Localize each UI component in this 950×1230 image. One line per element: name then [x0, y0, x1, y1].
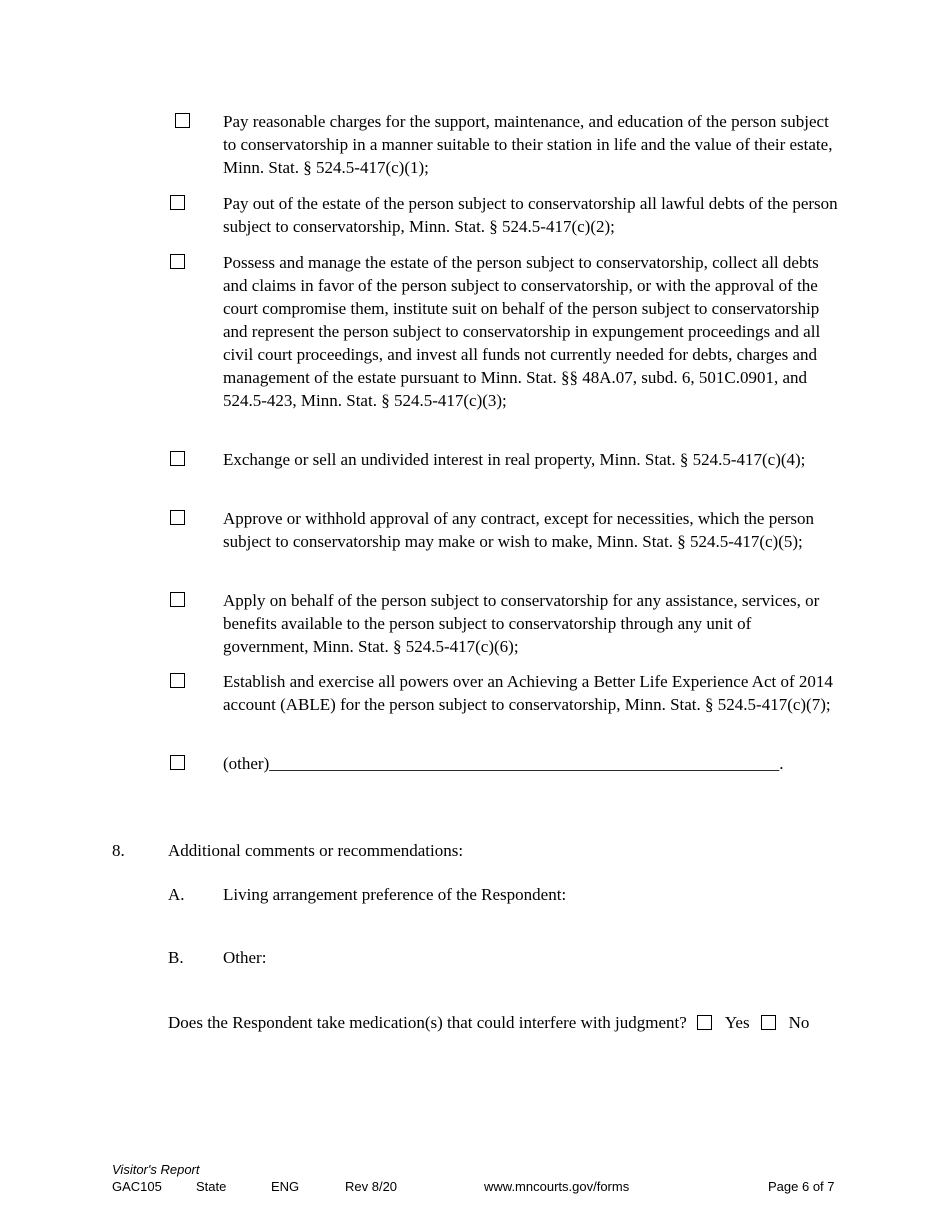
power-text-6: Apply on behalf of the person subject to conservatorship for any assistance, services, or benefits available to the person subject to conservatorship through any unit of government, Minn. Stat. § 524.5-417(c)(6); [223, 591, 820, 656]
power-text-3: Possess and manage the estate of the person subject to conservatorship, collect all debts and claims in favor of the person subject to conservatorship, or with the approval of the court compromise them, institute suit on behalf of the person subject to conservatorship and represent the person subject to conservatorship in expungement proceedings and all civil court proceedings, and invest all funds not currently needed for debts, charges and management of the estate pursuant to Minn. Stat. §§ 48A.07, subd. 6, 501C.0901, and 524.5-423, Minn. Stat. § 524.5-417(c)(3); [223, 253, 821, 410]
sub-a-letter: A. [168, 885, 185, 904]
medication-no-label: No [788, 1013, 810, 1032]
power-text-other: (other)____________________________________________________________. [223, 754, 784, 773]
sub-b-text: Other: [223, 948, 267, 967]
power-checkbox-4[interactable] [170, 451, 185, 466]
footer-website[interactable]: www.mncourts.gov/forms [484, 1179, 630, 1194]
power-checkbox-2[interactable] [170, 195, 185, 210]
footer-page-number: Page 6 of 7 [768, 1179, 835, 1194]
power-checkbox-7[interactable] [170, 673, 185, 688]
footer-form-code: GAC105 [112, 1179, 162, 1194]
power-checkbox-3[interactable] [170, 254, 185, 269]
medication-no-checkbox[interactable] [761, 1015, 776, 1030]
power-text-7: Establish and exercise all powers over an Achieving a Better Life Experience Act of 2014 account (ABLE) for the person subject to conservatorship, Minn. Stat. § 524.5-417(c)(7); [223, 672, 833, 714]
footer-jurisdiction: State [196, 1179, 227, 1194]
power-text-4: Exchange or sell an undivided interest in real property, Minn. Stat. § 524.5-417(c)(4); [223, 450, 806, 469]
power-text-1: Pay reasonable charges for the support, maintenance, and education of the person subject to conservatorship in a manner suitable to their station in life and the value of their estate, Minn. Stat. § 524.5-417(c)(1); [223, 112, 833, 177]
footer-language: ENG [271, 1179, 300, 1194]
medication-question: Does the Respondent take medication(s) that could interfere with judgment? [168, 1013, 687, 1032]
sub-a-text: Living arrangement preference of the Respondent: [223, 885, 567, 904]
power-checkbox-6[interactable] [170, 592, 185, 607]
footer-revision: Rev 8/20 [345, 1179, 398, 1194]
medication-yes-checkbox[interactable] [697, 1015, 712, 1030]
power-text-5: Approve or withhold approval of any contract, except for necessities, which the person subject to conservatorship may make or wish to make, Minn. Stat. § 524.5-417(c)(5); [223, 509, 815, 551]
medication-yes-label: Yes [724, 1013, 750, 1032]
power-checkbox-5[interactable] [170, 510, 185, 525]
sub-b-letter: B. [168, 948, 184, 967]
footer-title: Visitor's Report [112, 1162, 200, 1177]
power-text-2: Pay out of the estate of the person subject to conservatorship all lawful debts of the person subject to conservatorship, Minn. Stat. § 524.5-417(c)(2); [223, 194, 838, 236]
section-title: Additional comments or recommendations: [168, 841, 464, 860]
power-checkbox-1[interactable] [175, 113, 190, 128]
section-number: 8. [112, 841, 125, 860]
medication-question-row [168, 1011, 809, 1034]
power-checkbox-other[interactable] [170, 755, 185, 770]
